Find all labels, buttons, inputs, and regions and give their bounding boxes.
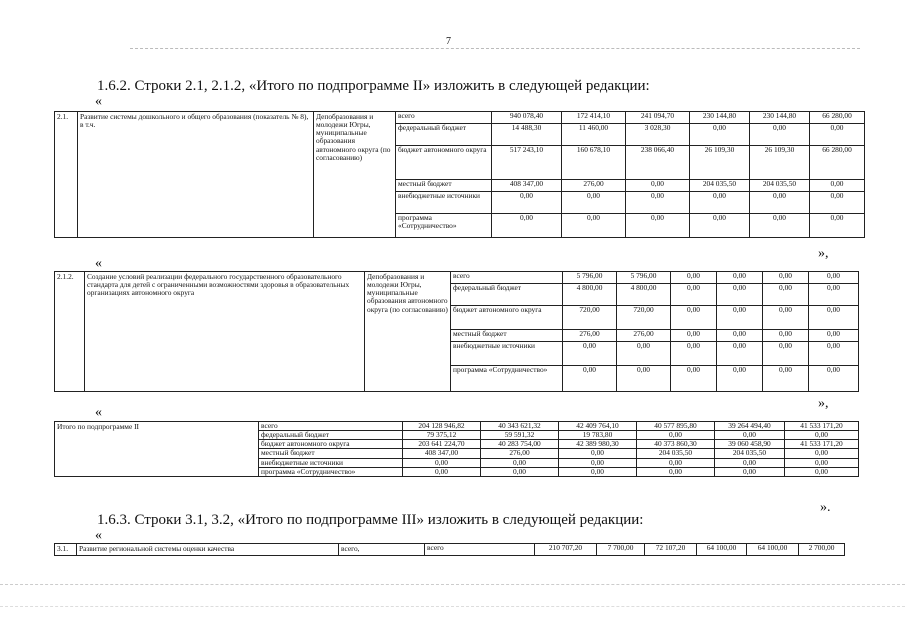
open-quote-4: « [95, 528, 102, 543]
funding-source: внебюджетные источники [451, 342, 563, 366]
amount-cell: 40 283 754,00 [481, 440, 559, 449]
funding-source: внебюджетные источники [259, 458, 403, 467]
amount-cell: 0,00 [637, 467, 715, 476]
funding-source: федеральный бюджет [396, 124, 492, 146]
amount-cell: 230 144,80 [690, 112, 750, 124]
funding-source: бюджет автономного округа [396, 146, 492, 180]
funding-source: федеральный бюджет [451, 284, 563, 306]
table-row [55, 112, 865, 124]
amount-cell: 0,00 [717, 284, 763, 306]
row-title: Создание условий реализации федерального государственного образовательного стандарта для детей с ограниченными возможностями здоровья в образовательных организациях автономного округа [85, 272, 365, 392]
amount-cell: 0,00 [810, 214, 865, 238]
amount-cell: 238 066,40 [626, 146, 690, 180]
amount-cell: 0,00 [626, 180, 690, 192]
amount-cell: 0,00 [637, 458, 715, 467]
amount-cell: 0,00 [562, 192, 626, 214]
amount-cell: 0,00 [559, 467, 637, 476]
table-row [55, 422, 859, 431]
close-quote-3: ». [820, 500, 831, 515]
amount-cell: 0,00 [763, 272, 809, 284]
amount-cell: 0,00 [763, 330, 809, 342]
amount-cell: 0,00 [809, 306, 859, 330]
amount-cell: 40 577 895,80 [637, 422, 715, 431]
table-total-subprogram-2 [54, 421, 859, 477]
amount-cell: 39 264 494,40 [715, 422, 785, 431]
amount-cell: 0,00 [671, 330, 717, 342]
amount-cell: 0,00 [563, 366, 617, 392]
amount-cell: 0,00 [750, 192, 810, 214]
amount-cell: 66 280,00 [810, 146, 865, 180]
amount-cell: 0,00 [481, 458, 559, 467]
amount-cell: 0,00 [763, 366, 809, 392]
amount-cell: 0,00 [690, 214, 750, 238]
amount-cell: 0,00 [626, 214, 690, 238]
amount-cell: 0,00 [717, 306, 763, 330]
bottom-divider-2 [0, 606, 905, 607]
row-title: Развитие региональной системы оценки качества [77, 544, 339, 556]
amount-cell: 0,00 [785, 449, 859, 458]
amount-cell: 0,00 [809, 272, 859, 284]
funding-source: бюджет автономного округа [451, 306, 563, 330]
amount-cell: 0,00 [671, 284, 717, 306]
amount-cell: 0,00 [637, 431, 715, 440]
amount-cell: 517 243,10 [492, 146, 562, 180]
amount-cell: 408 347,00 [403, 449, 481, 458]
funding-source: местный бюджет [396, 180, 492, 192]
amount-cell: 0,00 [492, 192, 562, 214]
amount-cell: 204 035,50 [715, 449, 785, 458]
row-code: 3.1. [55, 544, 77, 556]
amount-cell: 0,00 [810, 180, 865, 192]
amount-cell: 59 591,32 [481, 431, 559, 440]
amount-cell: 41 533 171,20 [785, 422, 859, 431]
amount-cell: 26 109,30 [690, 146, 750, 180]
amount-cell: 5 796,00 [563, 272, 617, 284]
amount-cell: 204 128 946,82 [403, 422, 481, 431]
amount-cell: 40 343 621,32 [481, 422, 559, 431]
table-row-3-1 [54, 543, 845, 556]
amount-cell: 0,00 [690, 124, 750, 146]
amount-cell: 172 414,10 [562, 112, 626, 124]
amount-cell: 4 800,00 [617, 284, 671, 306]
row-executor: Депобразования и молодежи Югры, муниципальные образования автономного округа (по согласованию) [314, 112, 396, 238]
table-row [55, 544, 845, 556]
amount-cell: 210 707,20 [535, 544, 597, 556]
amount-cell: 0,00 [617, 366, 671, 392]
funding-source: местный бюджет [451, 330, 563, 342]
amount-cell: 64 100,00 [747, 544, 799, 556]
amount-cell: 276,00 [563, 330, 617, 342]
funding-source: всего [425, 544, 535, 556]
amount-cell: 79 375,12 [403, 431, 481, 440]
amount-cell: 0,00 [690, 192, 750, 214]
funding-source: всего [451, 272, 563, 284]
amount-cell: 0,00 [562, 214, 626, 238]
amount-cell: 0,00 [671, 306, 717, 330]
close-quote-1: », [818, 246, 829, 261]
amount-cell: 72 107,20 [645, 544, 697, 556]
amount-cell: 0,00 [809, 366, 859, 392]
amount-cell: 0,00 [809, 330, 859, 342]
amount-cell: 0,00 [715, 431, 785, 440]
amount-cell: 0,00 [785, 467, 859, 476]
amount-cell: 40 373 860,30 [637, 440, 715, 449]
open-quote: « [95, 94, 102, 109]
amount-cell: 0,00 [671, 366, 717, 392]
amount-cell: 7 700,00 [597, 544, 645, 556]
open-quote-3: « [95, 405, 102, 420]
open-quote-2: « [95, 256, 102, 271]
amount-cell: 0,00 [671, 342, 717, 366]
amount-cell: 39 060 458,90 [715, 440, 785, 449]
amount-cell: 0,00 [626, 192, 690, 214]
row-executor: всего, [339, 544, 425, 556]
amount-cell: 276,00 [617, 330, 671, 342]
amount-cell: 0,00 [717, 330, 763, 342]
amount-cell: 0,00 [559, 449, 637, 458]
amount-cell: 241 094,70 [626, 112, 690, 124]
table-row [55, 272, 859, 284]
amount-cell: 4 800,00 [563, 284, 617, 306]
amount-cell: 0,00 [563, 342, 617, 366]
amount-cell: 0,00 [785, 458, 859, 467]
amount-cell: 11 460,00 [562, 124, 626, 146]
funding-source: бюджет автономного округа [259, 440, 403, 449]
amount-cell: 0,00 [403, 467, 481, 476]
amount-cell: 66 280,00 [810, 112, 865, 124]
amount-cell: 0,00 [715, 458, 785, 467]
amount-cell: 0,00 [559, 458, 637, 467]
amount-cell: 230 144,80 [750, 112, 810, 124]
amount-cell: 0,00 [763, 306, 809, 330]
amount-cell: 0,00 [763, 284, 809, 306]
amount-cell: 0,00 [481, 467, 559, 476]
amount-cell: 0,00 [809, 342, 859, 366]
amount-cell: 3 028,30 [626, 124, 690, 146]
amount-cell: 720,00 [563, 306, 617, 330]
table-row-2-1-2 [54, 271, 859, 392]
amount-cell: 0,00 [717, 342, 763, 366]
amount-cell: 408 347,00 [492, 180, 562, 192]
amount-cell: 204 035,50 [690, 180, 750, 192]
amount-cell: 42 409 764,10 [559, 422, 637, 431]
row-code: 2.1.2. [55, 272, 85, 392]
amount-cell: 0,00 [715, 467, 785, 476]
amount-cell: 0,00 [492, 214, 562, 238]
amount-cell: 42 389 980,30 [559, 440, 637, 449]
amount-cell: 19 783,80 [559, 431, 637, 440]
amount-cell: 14 488,30 [492, 124, 562, 146]
section-heading-1-6-3: 1.6.3. Строки 3.1, 3.2, «Итого по подпрограмме III» изложить в следующей редакции: [97, 512, 644, 528]
amount-cell: 0,00 [785, 431, 859, 440]
amount-cell: 0,00 [809, 284, 859, 306]
funding-source: всего [259, 422, 403, 431]
amount-cell: 204 035,50 [750, 180, 810, 192]
amount-cell: 0,00 [750, 214, 810, 238]
amount-cell: 0,00 [717, 366, 763, 392]
table-row-2-1 [54, 111, 865, 238]
top-divider [130, 48, 860, 49]
amount-cell: 940 078,40 [492, 112, 562, 124]
funding-source: внебюджетные источники [396, 192, 492, 214]
row-title: Развитие системы дошкольного и общего образования (показатель № 8), в т.ч. [78, 112, 314, 238]
section-heading-1-6-2: 1.6.2. Строки 2.1, 2.1.2, «Итого по подпрограмме II» изложить в следующей редакции: [97, 78, 650, 94]
amount-cell: 0,00 [810, 124, 865, 146]
amount-cell: 0,00 [617, 342, 671, 366]
amount-cell: 0,00 [717, 272, 763, 284]
amount-cell: 0,00 [671, 272, 717, 284]
close-quote-2: », [818, 396, 829, 411]
total-title: Итого по подпрограмме II [55, 422, 259, 477]
amount-cell: 2 700,00 [799, 544, 845, 556]
amount-cell: 720,00 [617, 306, 671, 330]
amount-cell: 0,00 [403, 458, 481, 467]
amount-cell: 26 109,30 [750, 146, 810, 180]
funding-source: программа «Сотрудничество» [451, 366, 563, 392]
funding-source: программа «Сотрудничество» [259, 467, 403, 476]
amount-cell: 276,00 [481, 449, 559, 458]
amount-cell: 0,00 [810, 192, 865, 214]
bottom-divider [0, 584, 905, 585]
amount-cell: 64 100,00 [697, 544, 747, 556]
funding-source: всего [396, 112, 492, 124]
amount-cell: 0,00 [750, 124, 810, 146]
funding-source: федеральный бюджет [259, 431, 403, 440]
amount-cell: 160 678,10 [562, 146, 626, 180]
amount-cell: 276,00 [562, 180, 626, 192]
row-executor: Депобразования и молодежи Югры, муниципальные образования автономного округа (по согласованию) [365, 272, 451, 392]
amount-cell: 41 533 171,20 [785, 440, 859, 449]
page-number: 7 [446, 36, 451, 47]
amount-cell: 204 035,50 [637, 449, 715, 458]
funding-source: программа «Сотрудничество» [396, 214, 492, 238]
amount-cell: 5 796,00 [617, 272, 671, 284]
amount-cell: 203 641 224,70 [403, 440, 481, 449]
row-code: 2.1. [55, 112, 78, 238]
funding-source: местный бюджет [259, 449, 403, 458]
amount-cell: 0,00 [763, 342, 809, 366]
